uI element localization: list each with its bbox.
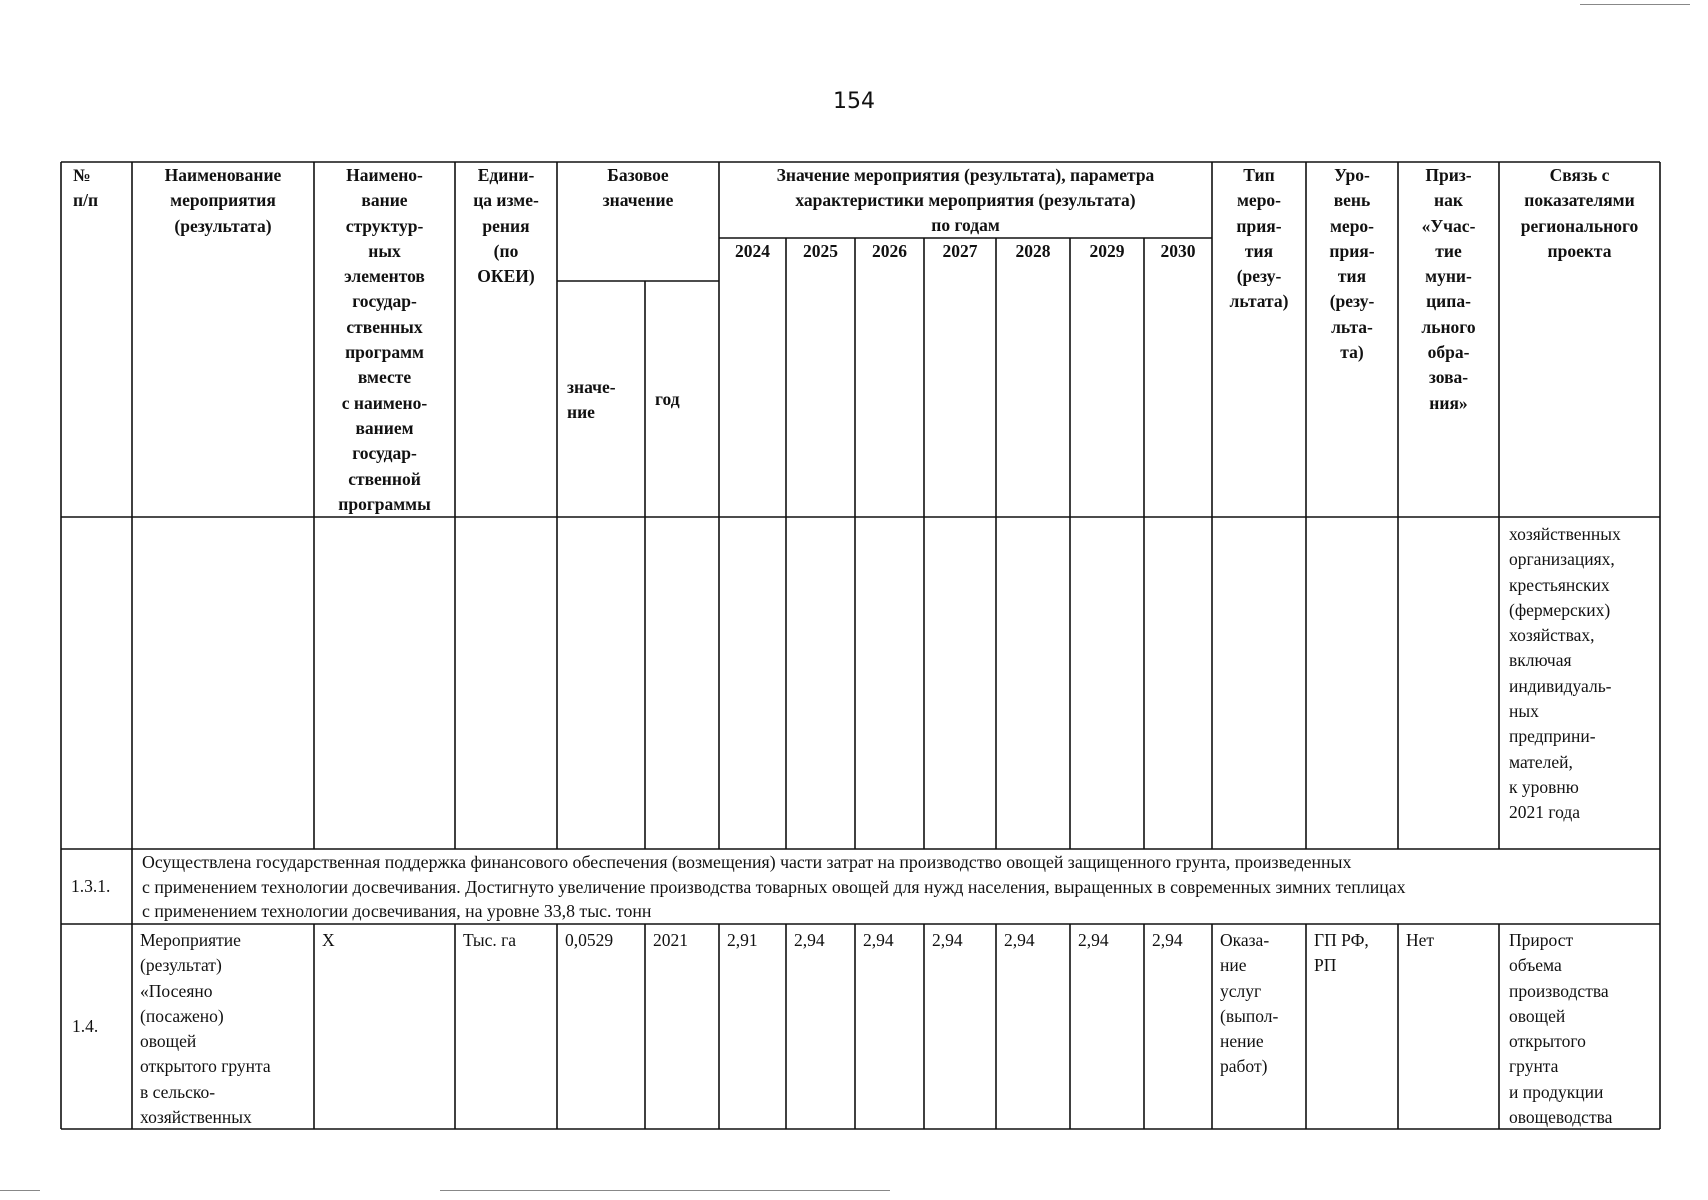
page-number: 154 — [833, 89, 875, 114]
header-base: Базовое значение — [602, 165, 674, 211]
row-14-name: Мероприятие (результат) «Посеяно (посажено) овощей открытого грунта в сельско- хозяйственных — [140, 930, 271, 1128]
row-14-base-year: 2021 — [653, 930, 688, 950]
header-year-2025: 2025 — [803, 241, 838, 261]
row-14-level: ГП РФ, РП — [1314, 930, 1369, 976]
header-num: № п/п — [73, 165, 99, 211]
header-municipal: Приз- нак «Учас- тие муни- ципа- льного обра- зова- ния» — [1421, 165, 1476, 413]
row-14-value-2029: 2,94 — [1078, 930, 1109, 950]
header-year-2030: 2030 — [1160, 241, 1196, 261]
row-131-text: Осуществлена государственная поддержка финансового обеспечения (возмещения) части затрат на производство овощей защищенного грунта, произведенных с применением технологии досвечивания. Достигнуто увеличение производства товарных овощей для нужд населения, выращенных в современных зимних теплицах с применением технологии досвечивания, на уровне 33,8 тыс. тонн — [142, 852, 1406, 921]
row-14-value-2027: 2,94 — [932, 930, 963, 950]
scan-edge-mark-bottom — [440, 1190, 890, 1191]
row-14-base-value: 0,0529 — [565, 930, 614, 950]
row-14-num-text: 1.4. — [72, 1015, 99, 1036]
header-unit: Едини- ца изме- рения (по ОКЕИ) — [473, 165, 539, 287]
row-14-struct: Х — [322, 930, 335, 950]
header-base-value: значе- ние — [567, 377, 616, 423]
header-struct-name: Наимено- вание структур- ных элементов государ- ственных программ вместе с наимено- ванием государ- ственной программы — [338, 165, 431, 514]
row-14-value-2030: 2,94 — [1152, 930, 1183, 950]
row-14-municipal: Нет — [1406, 930, 1435, 950]
header-values-title: Значение мероприятия (результата), параметра характеристики мероприятия (результата) по годам — [776, 165, 1155, 235]
row-131-num — [61, 849, 132, 924]
row-14-value-2028: 2,94 — [1004, 930, 1035, 950]
scan-edge-mark-bottom-left — [0, 1190, 40, 1191]
row-14-value-2024: 2,91 — [727, 930, 758, 950]
header-year-2026: 2026 — [872, 241, 907, 261]
header-type: Тип меро- прия- тия (резу- льтата) — [1229, 165, 1289, 312]
header-level: Уро- вень меро- прия- тия (резу- льта- та) — [1329, 165, 1375, 363]
header-link: Связь с показателями регионального проекта — [1520, 165, 1639, 261]
header-year-2027: 2027 — [942, 241, 978, 261]
row-14-value-2026: 2,94 — [863, 930, 894, 950]
header-base-year: год — [655, 389, 680, 409]
row-14-type: Оказа- ние услуг (выпол- нение работ) — [1220, 930, 1279, 1077]
header-year-2024: 2024 — [735, 241, 770, 261]
row-14-value-2025: 2,94 — [794, 930, 825, 950]
scan-edge-mark-top — [1580, 4, 1690, 5]
row-14-num — [61, 924, 132, 1129]
header-event-name: Наименование мероприятия (результата) — [164, 165, 282, 236]
header-year-2028: 2028 — [1015, 241, 1051, 261]
row-14-unit: Тыс. га — [463, 930, 517, 950]
continuation-link: хозяйственных организациях, крестьянских (фермерских) хозяйствах, включая индивидуаль- ных предприни- мателей, к уровню 2021 года — [1509, 524, 1621, 823]
row-131-num-text: 1.3.1. — [71, 875, 111, 896]
row-14-link: Прирост объема производства овощей открытого грунта и продукции овощеводства — [1509, 930, 1613, 1128]
header-year-2029: 2029 — [1089, 241, 1125, 261]
